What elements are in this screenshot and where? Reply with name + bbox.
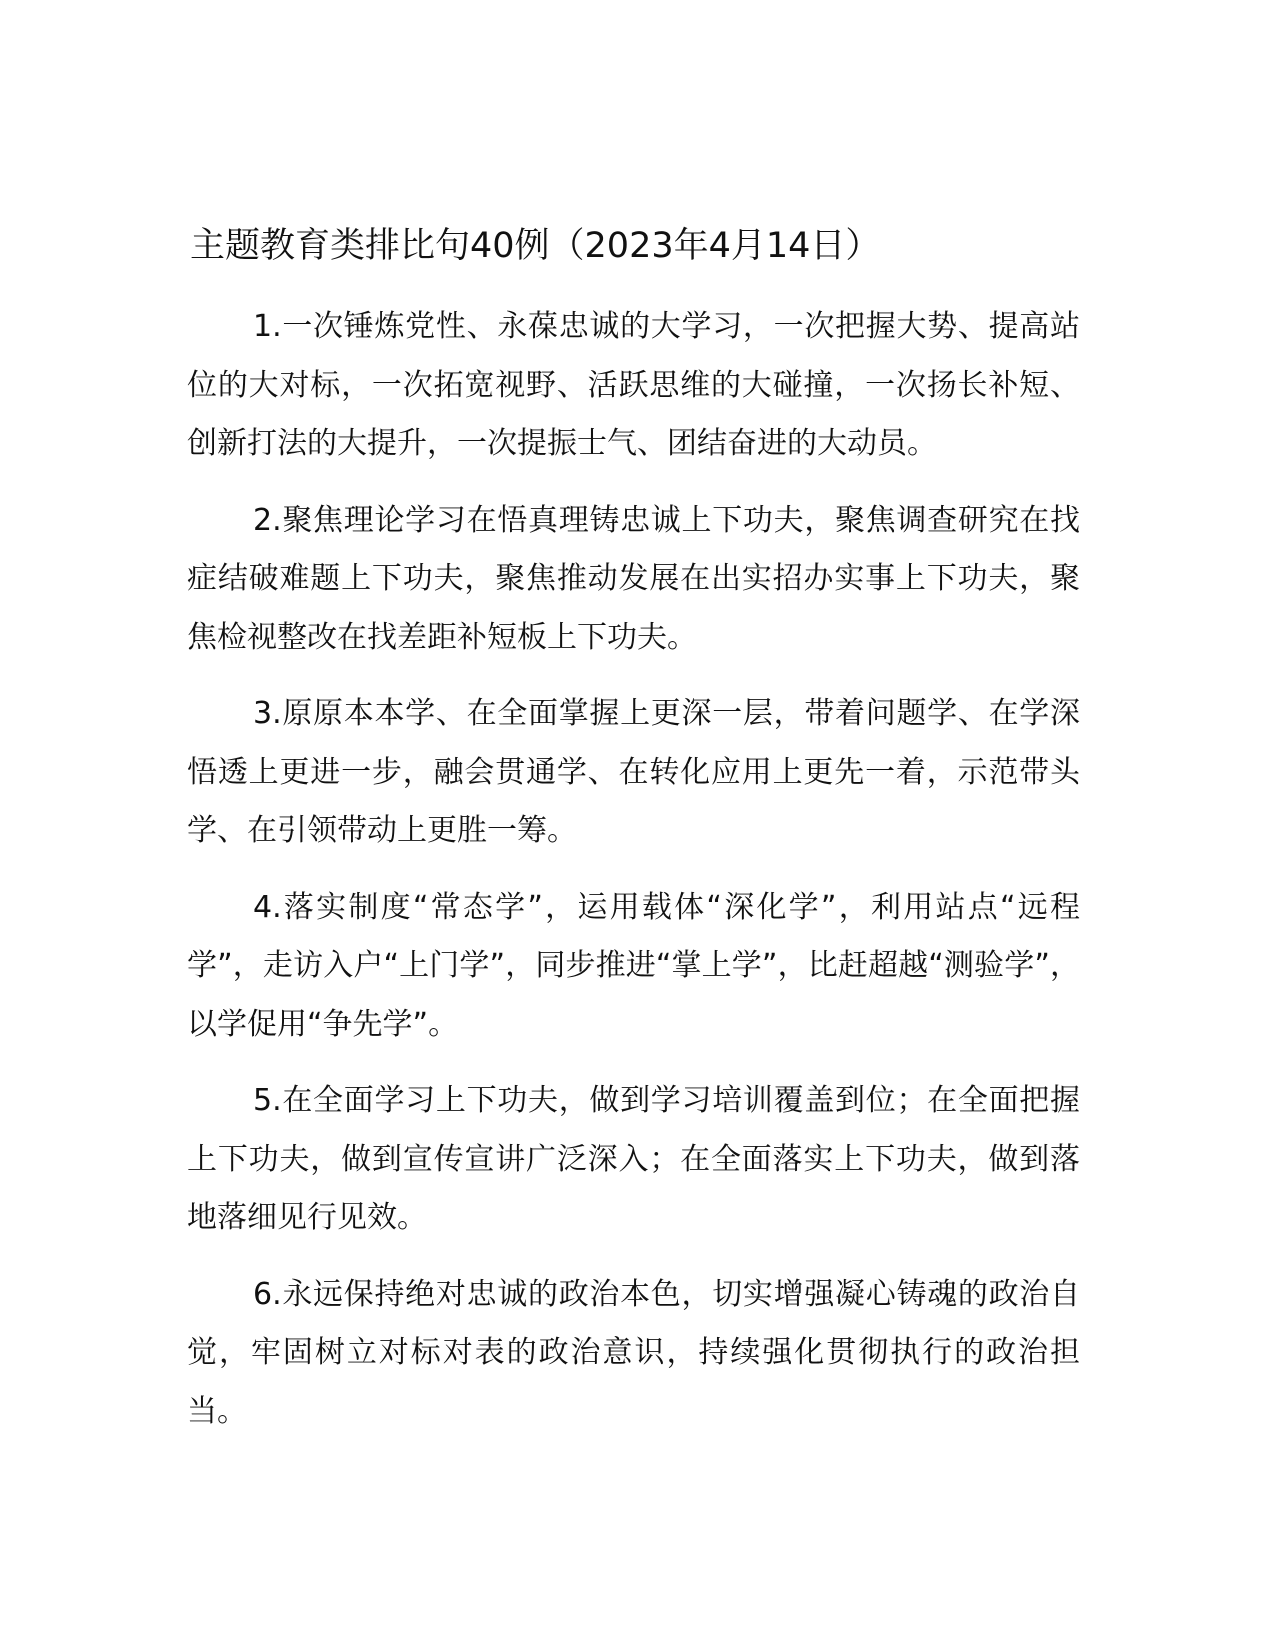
paragraph-2: 2.聚焦理论学习在悟真理铸忠诚上下功夫，聚焦调查研究在找症结破难题上下功夫，聚焦推动发展在出实招办实事上下功夫，聚焦检视整改在找差距补短板上下功夫。 (187, 502, 1080, 655)
paragraph-5: 5.在全面学习上下功夫，做到学习培训覆盖到位；在全面把握上下功夫，做到宣传宣讲广泛深入；在全面落实上下功夫，做到落地落细见行见效。 (187, 1083, 1080, 1235)
paragraph-4: 4.落实制度“常态学”，运用载体“深化学”，利用站点“远程学”，走访入户“上门学”，同步推进“掌上学”，比赶超越“测验学”，以学促用“争先学”。 (187, 889, 1080, 1042)
paragraph-6: 6.永远保持绝对忠诚的政治本色，切实增强凝心铸魂的政治自觉，牢固树立对标对表的政治意识，持续强化贯彻执行的政治担当。 (187, 1276, 1080, 1429)
paragraph-3: 3.原原本本学、在全面掌握上更深一层，带着问题学、在学深悟透上更进一步，融会贯通学、在转化应用上更先一着，示范带头学、在引领带动上更胜一筹。 (187, 696, 1080, 848)
document-body (187, 298, 1080, 1459)
paragraph-1: 1.一次锤炼党性、永葆忠诚的大学习，一次把握大势、提高站位的大对标，一次拓宽视野、活跃思维的大碰撞，一次扬长补短、创新打法的大提升，一次提振士气、团结奋进的大动员。 (187, 309, 1080, 461)
document-title: 主题教育类排比句40例（2023年4月14日） (190, 226, 881, 266)
